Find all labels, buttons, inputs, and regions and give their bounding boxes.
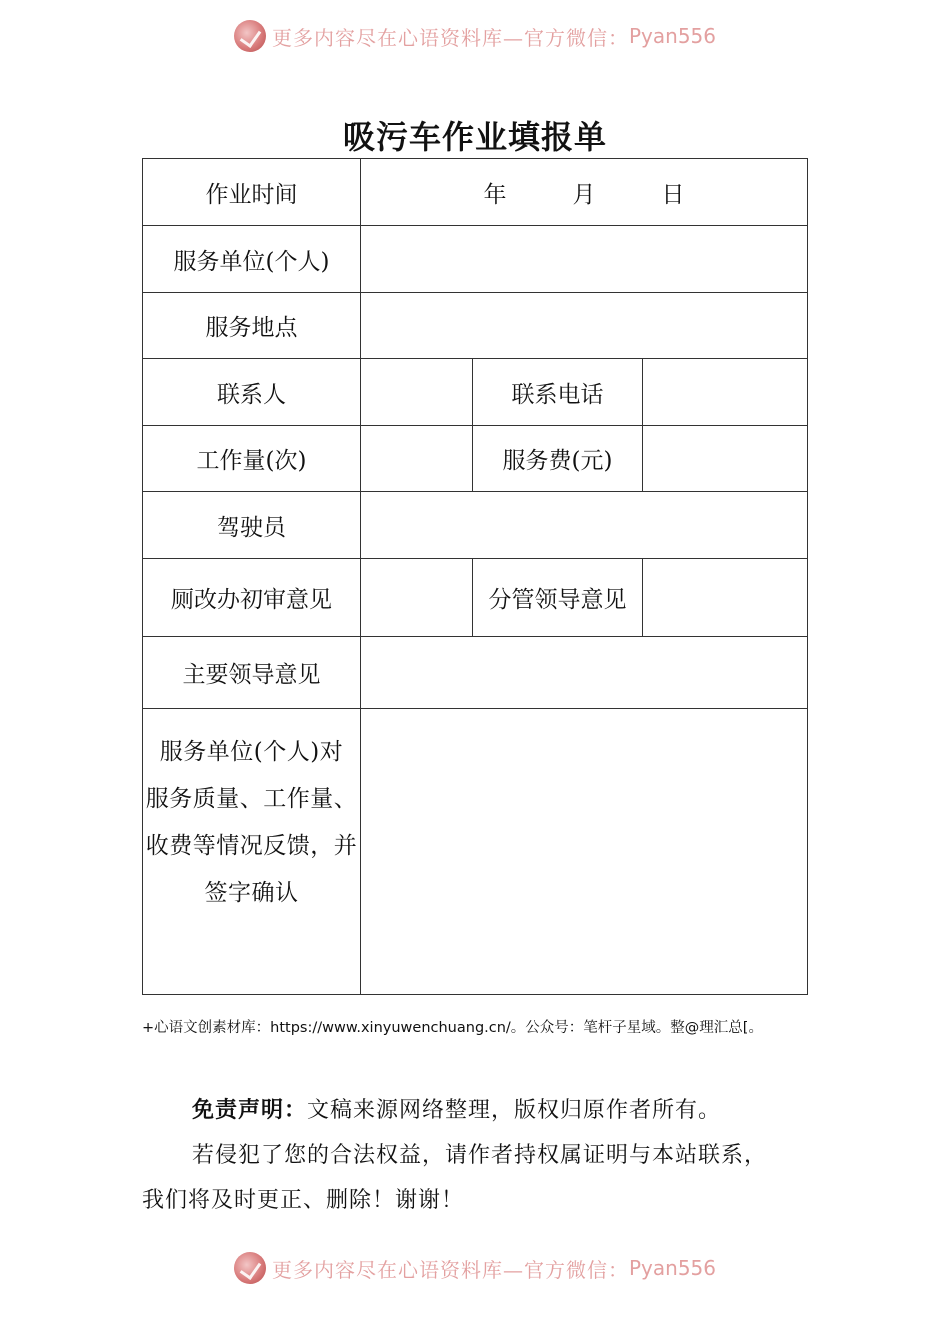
row-main-leader (143, 637, 808, 709)
disclaimer-line3: 我们将及时更正、删除！谢谢！ (142, 1188, 465, 1213)
phone-field[interactable] (643, 359, 808, 426)
feedback-line: 收费等情况反馈，并 (145, 833, 358, 859)
disclaimer-line2: 若侵犯了您的合法权益，请作者持权属证明与本站联系， (192, 1143, 768, 1168)
feedback-line: 服务单位(个人)对 (159, 739, 344, 765)
date-field[interactable] (361, 159, 808, 226)
row-unit (143, 226, 808, 293)
leader-opinion-label: 分管领导意见 (473, 559, 643, 637)
row-feedback (143, 709, 808, 995)
day-label: 日 (661, 181, 685, 208)
workload-label: 工作量(次) (143, 426, 361, 492)
main-leader-label: 主要领导意见 (143, 637, 361, 709)
logo-icon (234, 20, 266, 52)
contact-label: 联系人 (143, 359, 361, 426)
workload-field[interactable] (361, 426, 473, 492)
driver-field[interactable] (361, 492, 808, 559)
disclaimer (142, 1088, 822, 1223)
footer-banner (0, 1248, 950, 1288)
row-contact (143, 359, 808, 426)
office-opinion-field[interactable] (361, 559, 473, 637)
contact-field[interactable] (361, 359, 473, 426)
place-field[interactable] (361, 293, 808, 359)
feedback-line: 签字确认 (204, 880, 299, 906)
row-workload (143, 426, 808, 492)
row-driver (143, 492, 808, 559)
source-line: +心语文创素材库：https://www.xinyuwenchuang.cn/。公众号：笔杆子星域。整@理汇总[。 (142, 1020, 763, 1036)
report-form-table (142, 158, 808, 995)
unit-field[interactable] (361, 226, 808, 293)
row-time (143, 159, 808, 226)
banner-text: 更多内容尽在心语资料库—官方微信： (271, 25, 629, 50)
place-label: 服务地点 (143, 293, 361, 359)
main-leader-field[interactable] (361, 637, 808, 709)
office-opinion-label: 厕改办初审意见 (143, 559, 361, 637)
header-banner (0, 16, 950, 56)
banner-wechat-id: Pyan556 (628, 1256, 716, 1280)
logo-icon (234, 1252, 266, 1284)
page-title: 吸污车作业填报单 (342, 118, 607, 156)
phone-label: 联系电话 (473, 359, 643, 426)
leader-opinion-field[interactable] (643, 559, 808, 637)
feedback-label (143, 709, 361, 995)
disclaimer-heading: 免责声明： (192, 1098, 308, 1123)
year-label: 年 (483, 181, 507, 208)
unit-label: 服务单位(个人) (143, 226, 361, 293)
row-opinions (143, 559, 808, 637)
banner-text: 更多内容尽在心语资料库—官方微信： (271, 1257, 629, 1282)
fee-label: 服务费(元) (473, 426, 643, 492)
row-place (143, 293, 808, 359)
month-label: 月 (572, 181, 596, 208)
driver-label: 驾驶员 (143, 492, 361, 559)
banner-wechat-id: Pyan556 (628, 24, 716, 48)
time-label: 作业时间 (143, 159, 361, 226)
feedback-line: 服务质量、工作量、 (145, 786, 358, 812)
fee-field[interactable] (643, 426, 808, 492)
feedback-field[interactable] (361, 709, 808, 995)
disclaimer-line1: 文稿来源网络整理，版权归原作者所有。 (307, 1098, 722, 1123)
